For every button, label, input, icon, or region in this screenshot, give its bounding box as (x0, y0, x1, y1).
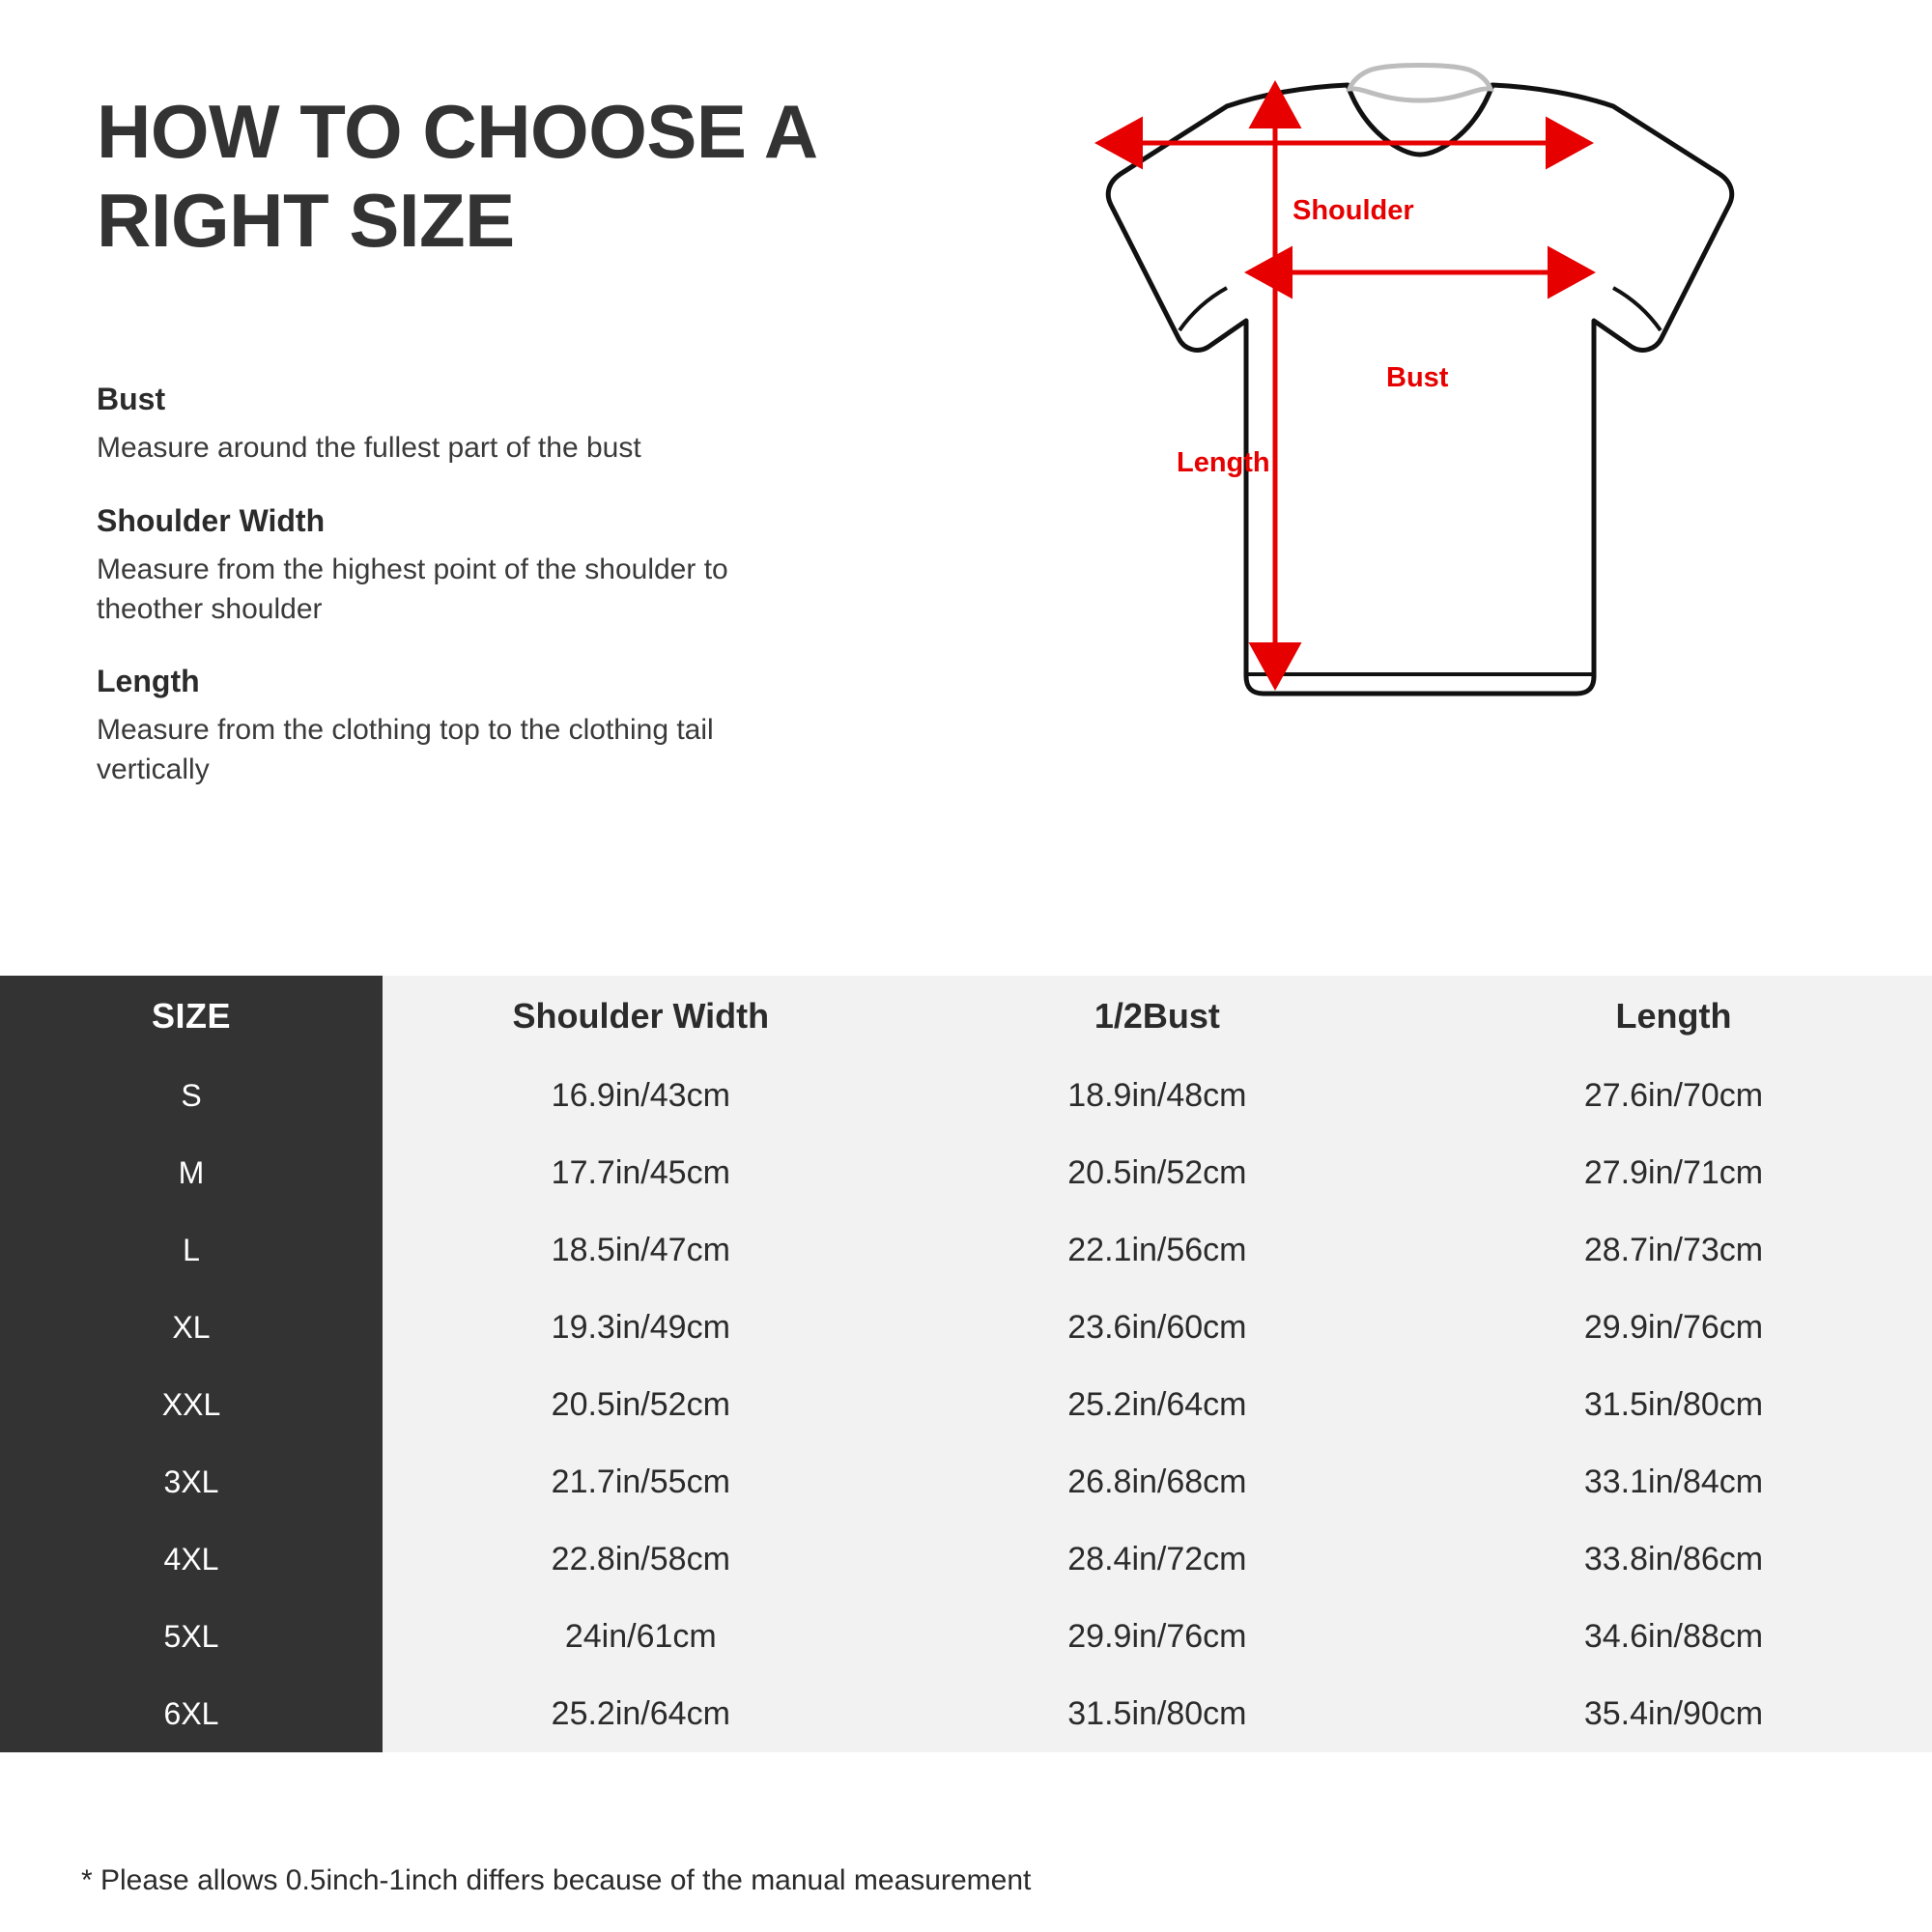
cell-size: M (0, 1134, 383, 1211)
definition-bust (97, 382, 898, 469)
table-row (0, 1443, 1932, 1520)
cell-shoulder-width: 17.7in/45cm (383, 1134, 899, 1211)
shoulder-label: Shoulder (1293, 195, 1414, 226)
cell-shoulder-width: 21.7in/55cm (383, 1443, 899, 1520)
cell-size: 3XL (0, 1443, 383, 1520)
cell-length: 35.4in/90cm (1415, 1675, 1932, 1752)
cell-half-bust: 18.9in/48cm (899, 1057, 1416, 1134)
cell-length: 27.6in/70cm (1415, 1057, 1932, 1134)
cell-half-bust: 28.4in/72cm (899, 1520, 1416, 1598)
cell-size: L (0, 1211, 383, 1289)
table-row (0, 1675, 1932, 1752)
column-header-length: Length (1415, 976, 1932, 1057)
cell-size: 6XL (0, 1675, 383, 1752)
cell-half-bust: 26.8in/68cm (899, 1443, 1416, 1520)
cell-length: 27.9in/71cm (1415, 1134, 1932, 1211)
page-title: HOW TO CHOOSE A RIGHT SIZE (97, 89, 815, 264)
length-label: Length (1177, 447, 1270, 478)
cell-half-bust: 22.1in/56cm (899, 1211, 1416, 1289)
cell-shoulder-width: 16.9in/43cm (383, 1057, 899, 1134)
cell-size: S (0, 1057, 383, 1134)
measurement-definitions (97, 382, 898, 825)
column-header-shoulder-width: Shoulder Width (383, 976, 899, 1057)
cell-length: 33.1in/84cm (1415, 1443, 1932, 1520)
cell-half-bust: 25.2in/64cm (899, 1366, 1416, 1443)
cell-half-bust: 20.5in/52cm (899, 1134, 1416, 1211)
cell-shoulder-width: 18.5in/47cm (383, 1211, 899, 1289)
definition-term: Shoulder Width (97, 502, 326, 538)
table-row (0, 1211, 1932, 1289)
definition-term: Bust (97, 382, 166, 416)
cell-shoulder-width: 25.2in/64cm (383, 1675, 899, 1752)
tshirt-diagram (985, 48, 1855, 918)
table-row (0, 1289, 1932, 1366)
table-row (0, 1366, 1932, 1443)
cell-size: XL (0, 1289, 383, 1366)
cell-half-bust: 31.5in/80cm (899, 1675, 1416, 1752)
footnote: * Please allows 0.5inch-1inch differs because of the manual measurement (81, 1864, 1032, 1896)
definition-length (97, 664, 898, 790)
cell-shoulder-width: 19.3in/49cm (383, 1289, 899, 1366)
cell-length: 34.6in/88cm (1415, 1598, 1932, 1675)
definition-term: Length (97, 664, 200, 699)
bust-label: Bust (1386, 362, 1449, 393)
table-header-row (0, 976, 1932, 1057)
cell-size: XXL (0, 1366, 383, 1443)
shirt-collar (1350, 66, 1491, 101)
cell-shoulder-width: 22.8in/58cm (383, 1520, 899, 1598)
cell-half-bust: 29.9in/76cm (899, 1598, 1416, 1675)
cell-length: 29.9in/76cm (1415, 1289, 1932, 1366)
cell-shoulder-width: 24in/61cm (383, 1598, 899, 1675)
cell-half-bust: 23.6in/60cm (899, 1289, 1416, 1366)
cell-length: 28.7in/73cm (1415, 1211, 1932, 1289)
cell-length: 31.5in/80cm (1415, 1366, 1932, 1443)
size-table (0, 976, 1932, 1752)
column-header-half-bust: 1/2Bust (899, 976, 1416, 1057)
cell-shoulder-width: 20.5in/52cm (383, 1366, 899, 1443)
table-row (0, 1057, 1932, 1134)
definition-shoulder-width (97, 503, 898, 630)
definition-description: Measure around the fullest part of the bust (97, 432, 641, 464)
cell-size: 5XL (0, 1598, 383, 1675)
table-row (0, 1598, 1932, 1675)
table-row (0, 1134, 1932, 1211)
cell-size: 4XL (0, 1520, 383, 1598)
definition-description: Measure from the highest point of the shoulder to theother shoulder (97, 553, 728, 625)
cell-length: 33.8in/86cm (1415, 1520, 1932, 1598)
definition-description: Measure from the clothing top to the clothing tail vertically (97, 714, 714, 786)
column-header-size: SIZE (0, 976, 383, 1057)
table-row (0, 1520, 1932, 1598)
